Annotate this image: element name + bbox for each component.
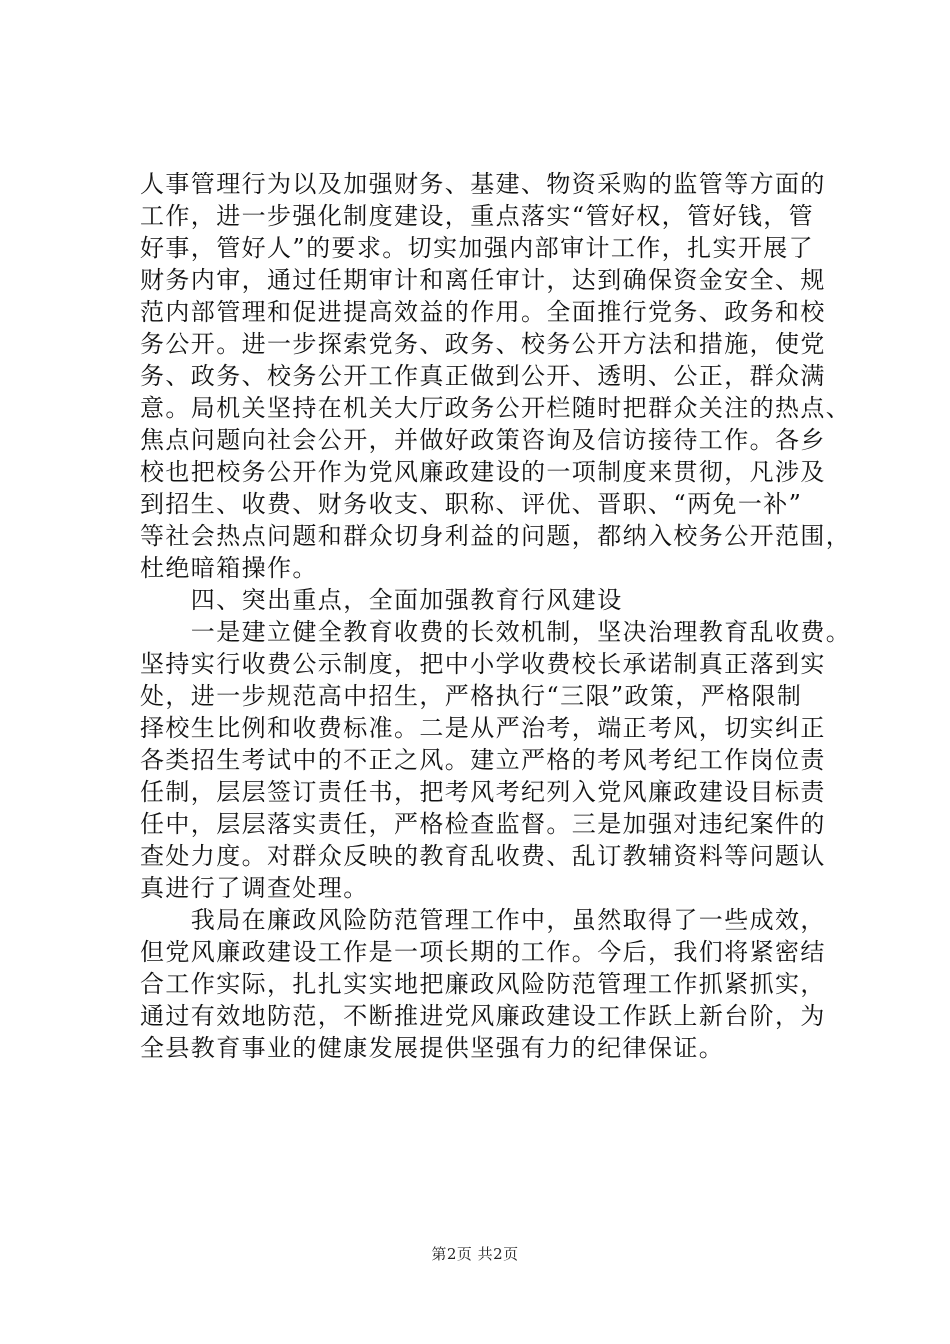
text-line: 一是建立健全教育收费的长效机制，坚决治理教育乱收费。	[140, 618, 852, 646]
text-line: 人事管理行为以及加强财务、基建、物资采购的监管等方面的	[140, 170, 826, 198]
text-line: 杜绝暗箱操作。	[140, 554, 318, 582]
page-number-footer: 第2页 共2页	[431, 1245, 519, 1263]
text-line: 意。局机关坚持在机关大厅政务公开栏随时把群众关注的热点、	[140, 394, 852, 422]
text-line: 各类招生考试中的不正之风。建立严格的考风考纪工作岗位责	[140, 746, 826, 774]
text-line: 通过有效地防范，不断推进党风廉政建设工作跃上新台阶，为	[140, 1002, 826, 1030]
text-line: 我局在廉政风险防范管理工作中，虽然取得了一些成效，	[140, 906, 826, 934]
text-line: 财务内审，通过任期审计和离任审计，达到确保资金安全、规	[140, 266, 826, 294]
text-line: 任制，层层签订责任书，把考风考纪列入党风廉政建设目标责	[140, 778, 826, 806]
text-line: 务、政务、校务公开工作真正做到公开、透明、公正，群众满	[140, 362, 826, 390]
text-line: 好事，管好人”的要求。切实加强内部审计工作，扎实开展了	[140, 234, 815, 262]
text-line: 任中，层层落实责任，严格检查监督。三是加强对违纪案件的	[140, 810, 826, 838]
text-line: 合工作实际，扎扎实实地把廉政风险防范管理工作抓紧抓实，	[140, 970, 826, 998]
text-line: 范内部管理和促进提高效益的作用。全面推行党务、政务和校	[140, 298, 826, 326]
text-line: 择校生比例和收费标准。二是从严治考，端正考风，切实纠正	[140, 714, 826, 742]
document-body	[140, 168, 852, 1064]
text-line: 查处力度。对群众反映的教育乱收费、乱订教辅资料等问题认	[140, 842, 826, 870]
text-line: 焦点问题向社会公开，并做好政策咨询及信访接待工作。各乡	[140, 426, 826, 454]
text-line: 到招生、收费、财务收支、职称、评优、晋职、“两免一补”	[140, 490, 803, 518]
text-line: 等社会热点问题和群众切身利益的问题，都纳入校务公开范围，	[140, 522, 852, 550]
text-line: 务公开。进一步探索党务、政务、校务公开方法和措施，使党	[140, 330, 826, 358]
text-line: 工作，进一步强化制度建设，重点落实“管好权，管好钱，管	[140, 202, 815, 230]
text-line: 处，进一步规范高中招生，严格执行“三限”政策，严格限制	[140, 682, 803, 710]
section-heading: 四、突出重点，全面加强教育行风建设	[140, 586, 623, 614]
text-line: 全县教育事业的健康发展提供坚强有力的纪律保证。	[140, 1034, 725, 1062]
text-line: 真进行了调查处理。	[140, 874, 369, 902]
text-line: 但党风廉政建设工作是一项长期的工作。今后，我们将紧密结	[140, 938, 826, 966]
text-line: 校也把校务公开作为党风廉政建设的一项制度来贯彻，凡涉及	[140, 458, 826, 486]
text-line: 坚持实行收费公示制度，把中小学收费校长承诺制真正落到实	[140, 650, 826, 678]
